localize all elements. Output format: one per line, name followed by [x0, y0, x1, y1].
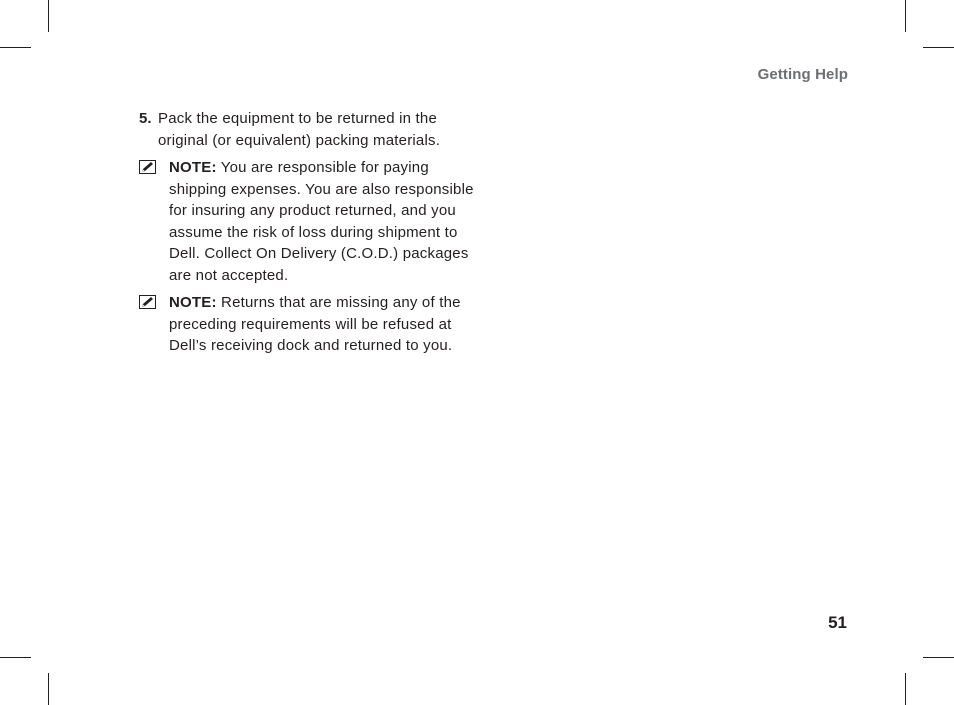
step-text: Pack the equipment to be returned in the original (or equivalent) packing materials. — [158, 110, 441, 149]
crop-mark — [48, 673, 49, 705]
crop-mark — [923, 657, 954, 658]
step-number: 5. — [139, 110, 152, 127]
note-label: NOTE: — [169, 159, 217, 176]
note-label: NOTE: — [169, 294, 217, 311]
page-number: 51 — [828, 613, 847, 632]
note-pencil-icon — [139, 157, 169, 174]
note-text: You are responsible for paying shipping expenses. You are also responsible for insuring any product returned, and you assume the risk of loss during shipment to Dell. Collect On Delivery (C.O.D.) packages are not accepted. — [169, 159, 474, 284]
note-block — [139, 157, 484, 286]
crop-mark — [0, 657, 31, 658]
crop-mark — [48, 0, 49, 32]
note-pencil-icon — [139, 292, 169, 309]
crop-mark — [905, 673, 906, 705]
crop-mark — [905, 0, 906, 32]
note-text: Returns that are missing any of the preceding requirements will be refused at Dell’s receiving dock and returned to you. — [169, 294, 461, 354]
crop-mark — [923, 47, 954, 48]
page-content — [139, 108, 484, 357]
crop-mark — [0, 47, 31, 48]
step-item — [139, 108, 484, 151]
running-header: Getting Help — [757, 66, 848, 83]
note-block — [139, 292, 484, 357]
